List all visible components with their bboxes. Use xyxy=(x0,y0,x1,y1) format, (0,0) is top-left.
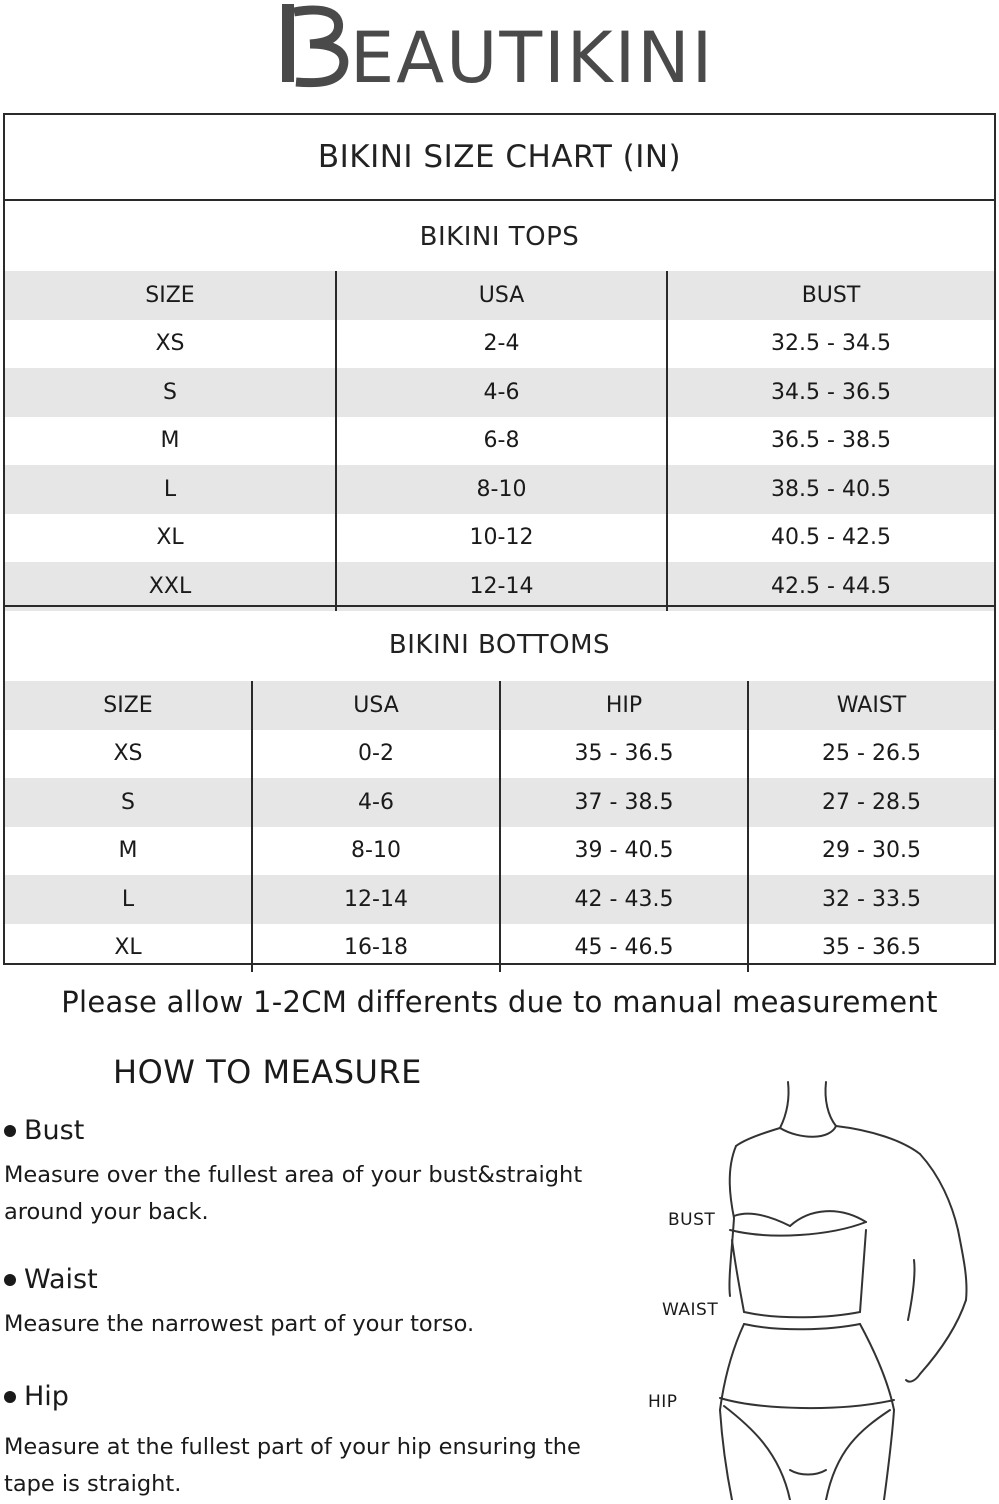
body-outline-illustration xyxy=(640,1080,999,1500)
how-to-measure-title: HOW TO MEASURE xyxy=(113,1053,422,1091)
bust-description xyxy=(4,1157,584,1231)
table-cell: 35 - 36.5 xyxy=(500,730,748,779)
table-cell: 42.5 - 44.5 xyxy=(667,562,994,611)
table-cell: 8-10 xyxy=(336,465,667,514)
table-row xyxy=(5,368,994,417)
table-cell: M xyxy=(118,838,138,864)
brand-name: EAUTIKINI xyxy=(349,17,714,92)
table-row xyxy=(5,875,994,924)
bottoms-column-header: WAIST xyxy=(748,681,994,730)
tops-column-header: USA xyxy=(336,271,667,320)
table-row xyxy=(5,514,994,563)
table-cell: 0-2 xyxy=(252,730,500,779)
table-row xyxy=(5,924,994,973)
table-cell: 12-14 xyxy=(336,562,667,611)
bullet-icon xyxy=(4,1125,16,1137)
table-cell: 16-18 xyxy=(252,924,500,973)
table-cell: L xyxy=(5,875,252,924)
measurement-note: Please allow 1-2CM differents due to manual measurement xyxy=(61,985,938,1019)
hip-description xyxy=(4,1429,584,1503)
figure-label-bust: BUST xyxy=(668,1210,716,1230)
bust-heading xyxy=(4,1115,84,1146)
body-figure xyxy=(640,1080,999,1500)
section-divider xyxy=(5,605,994,607)
tops-title: BIKINI TOPS xyxy=(419,222,580,252)
table-cell: 6-8 xyxy=(336,417,667,466)
bottoms-column-header: SIZE xyxy=(5,681,252,730)
table-cell: 37 - 38.5 xyxy=(500,778,748,827)
table-cell: 32.5 - 34.5 xyxy=(667,320,994,369)
table-cell: 39 - 40.5 xyxy=(500,827,748,876)
table-cell: 45 - 46.5 xyxy=(500,924,748,973)
table-cell: M xyxy=(160,428,180,454)
bust-label: Bust xyxy=(24,1115,85,1146)
hip-label: Hip xyxy=(24,1381,69,1412)
table-row xyxy=(5,562,994,611)
chart-title: BIKINI SIZE CHART (IN) xyxy=(5,115,994,201)
table-cell: 2-4 xyxy=(336,320,667,369)
table-cell: XS xyxy=(155,331,185,357)
tops-header-row xyxy=(5,271,994,320)
hip-desc-line: tape is straight. xyxy=(4,1471,182,1497)
hip-desc-line: Measure at the fullest part of your hip ensuring the xyxy=(4,1434,581,1460)
bust-desc-line: around your back. xyxy=(4,1199,209,1225)
bottoms-column-header: USA xyxy=(252,681,500,730)
table-row xyxy=(5,320,994,369)
table-cell: 35 - 36.5 xyxy=(748,924,994,973)
table-cell: 4-6 xyxy=(336,368,667,417)
brand-logo xyxy=(0,0,999,100)
table-cell: XS xyxy=(113,741,143,767)
waist-description xyxy=(4,1306,584,1343)
table-cell: 42 - 43.5 xyxy=(500,875,748,924)
figure-label-waist: WAIST xyxy=(662,1300,719,1320)
bust-desc-line: Measure over the fullest area of your bust&straight xyxy=(4,1162,583,1188)
table-cell: XL xyxy=(156,525,184,551)
table-cell: 25 - 26.5 xyxy=(748,730,994,779)
table-cell: L xyxy=(5,465,336,514)
table-cell: 10-12 xyxy=(336,514,667,563)
table-cell: S xyxy=(5,778,252,827)
table-cell: 12-14 xyxy=(252,875,500,924)
hip-heading xyxy=(4,1381,69,1412)
brand-logo-mark xyxy=(280,0,720,92)
table-cell: 38.5 - 40.5 xyxy=(667,465,994,514)
table-row xyxy=(5,778,994,827)
table-cell: 29 - 30.5 xyxy=(748,827,994,876)
bullet-icon xyxy=(4,1391,16,1403)
waist-heading xyxy=(4,1264,98,1295)
table-cell: S xyxy=(5,368,336,417)
size-chart xyxy=(3,113,996,965)
waist-desc-line: Measure the narrowest part of your torso. xyxy=(4,1311,475,1337)
table-cell: 34.5 - 36.5 xyxy=(667,368,994,417)
table-cell: 36.5 - 38.5 xyxy=(667,417,994,466)
bottoms-title: BIKINI BOTTOMS xyxy=(388,630,611,660)
table-cell: 8-10 xyxy=(252,827,500,876)
table-cell: 27 - 28.5 xyxy=(748,778,994,827)
table-row xyxy=(5,465,994,514)
table-cell: XXL xyxy=(5,562,336,611)
tops-column-header: BUST xyxy=(667,271,994,320)
waist-label: Waist xyxy=(24,1264,98,1295)
tops-table xyxy=(5,271,994,611)
bottoms-header-row xyxy=(5,681,994,730)
table-cell: 4-6 xyxy=(252,778,500,827)
table-cell: 40.5 - 42.5 xyxy=(667,514,994,563)
bottoms-column-header: HIP xyxy=(500,681,748,730)
table-cell: XL xyxy=(114,935,142,961)
table-row xyxy=(5,417,994,466)
table-row xyxy=(5,730,994,779)
table-cell: 32 - 33.5 xyxy=(748,875,994,924)
figure-label-hip: HIP xyxy=(648,1392,678,1412)
bullet-icon xyxy=(4,1274,16,1286)
table-row xyxy=(5,827,994,876)
bottoms-table xyxy=(5,681,994,972)
tops-column-header: SIZE xyxy=(5,271,336,320)
